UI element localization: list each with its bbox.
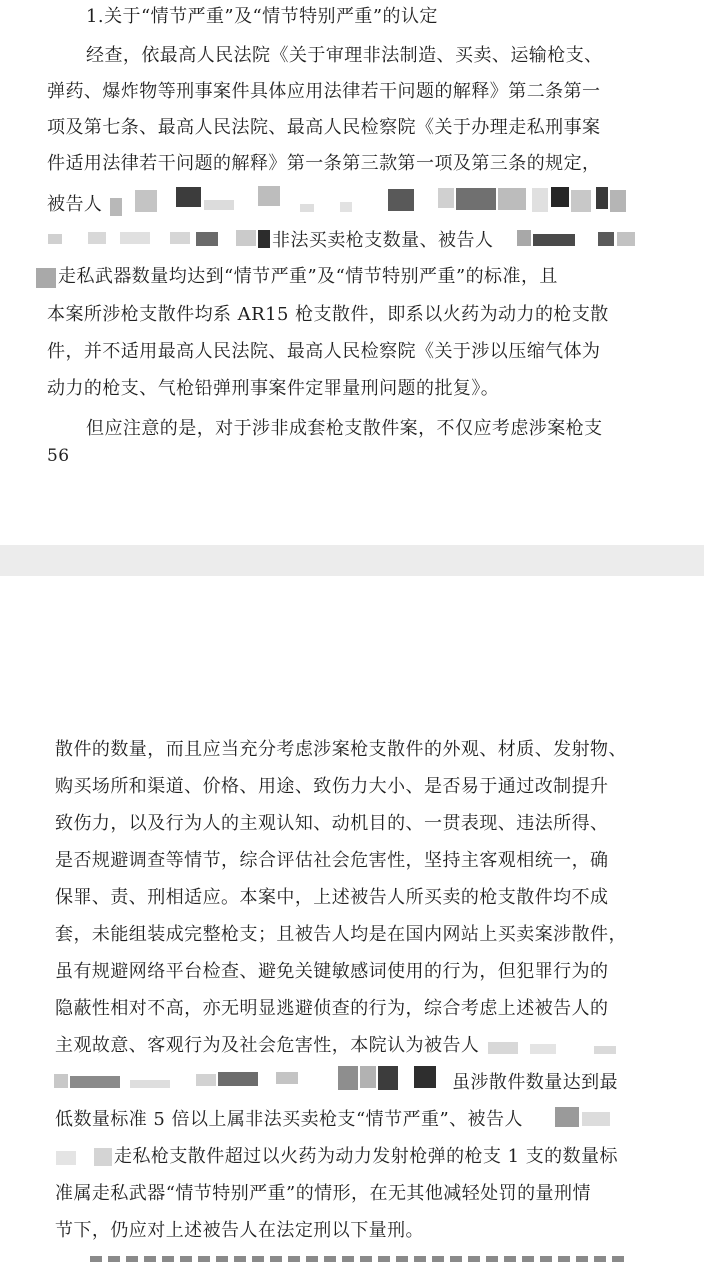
paragraph-line: 非法买卖枪支数量、被告人 bbox=[272, 230, 494, 251]
paragraph-line: 准属走私武器“情节特别严重”的情形，在无其他减轻处罚的量刑情 bbox=[55, 1183, 591, 1204]
paragraph-line: 弹药、爆炸物等刑事案件具体应用法律若干问题的解释》第二条第一 bbox=[47, 81, 601, 102]
paragraph-line: 主观故意、客观行为及社会危害性，本院认为被告人 bbox=[55, 1035, 480, 1056]
paragraph-line: 致伤力，以及行为人的主观认知、动机目的、一贯表现、违法所得、 bbox=[55, 813, 609, 834]
paragraph-line: 是否规避调查等情节，综合评估社会危害性，坚持主客观相统一，确 bbox=[55, 850, 609, 871]
paragraph-line: 件，并不适用最高人民法院、最高人民检察院《关于涉以压缩气体为 bbox=[47, 341, 601, 362]
paragraph-line: 虽有规避网络平台检查、避免关键敏感词使用的行为，但犯罪行为的 bbox=[55, 961, 609, 982]
paragraph-line: 套，未能组装成完整枪支；且被告人均是在国内网站上买卖案涉散件， bbox=[55, 924, 627, 945]
paragraph-line: 节下，仍应对上述被告人在法定刑以下量刑。 bbox=[55, 1220, 424, 1241]
paragraph-line: 散件的数量，而且应当充分考虑涉案枪支散件的外观、材质、发射物、 bbox=[55, 739, 627, 760]
paragraph-line: 走私武器数量均达到“情节严重”及“情节特别严重”的标准，且 bbox=[58, 266, 558, 287]
section-heading: 1.关于“情节严重”及“情节特别严重”的认定 bbox=[86, 6, 438, 27]
paragraph-line: 动力的枪支、气枪铅弹刑事案件定罪量刑问题的批复》。 bbox=[47, 378, 500, 399]
paragraph-line: 被告人 bbox=[47, 194, 103, 215]
paragraph-line: 经查，依最高人民法院《关于审理非法制造、买卖、运输枪支、 bbox=[86, 45, 603, 66]
page-number: 56 bbox=[47, 446, 70, 466]
paragraph-line: 隐蔽性相对不高，亦无明显逃避侦查的行为，综合考虑上述被告人的 bbox=[55, 998, 609, 1019]
paragraph-line: 项及第七条、最高人民法院、最高人民检察院《关于办理走私刑事案 bbox=[47, 117, 601, 138]
page-separator bbox=[0, 545, 704, 576]
paragraph-line: 本案所涉枪支散件均系 AR15 枪支散件，即系以火药为动力的枪支散 bbox=[47, 304, 609, 325]
document-page-56 bbox=[0, 0, 704, 545]
paragraph-line: 购买场所和渠道、价格、用途、致伤力大小、是否易于通过改制提升 bbox=[55, 776, 609, 797]
paragraph-line: 走私枪支散件超过以火药为动力发射枪弹的枪支 1 支的数量标 bbox=[114, 1146, 618, 1167]
paragraph-line: 保罪、责、刑相适应。本案中，上述被告人所买卖的枪支散件均不成 bbox=[55, 887, 609, 908]
paragraph-line: 但应注意的是，对于涉非成套枪支散件案，不仅应考虑涉案枪支 bbox=[86, 418, 603, 439]
paragraph-line: 虽涉散件数量达到最 bbox=[452, 1072, 619, 1093]
document-page-57 bbox=[0, 576, 704, 1262]
paragraph-line: 件适用法律若干问题的解释》第一条第三款第一项及第三条的规定， bbox=[47, 153, 601, 174]
paragraph-line: 低数量标准 5 倍以上属非法买卖枪支“情节严重”、被告人 bbox=[55, 1109, 523, 1130]
